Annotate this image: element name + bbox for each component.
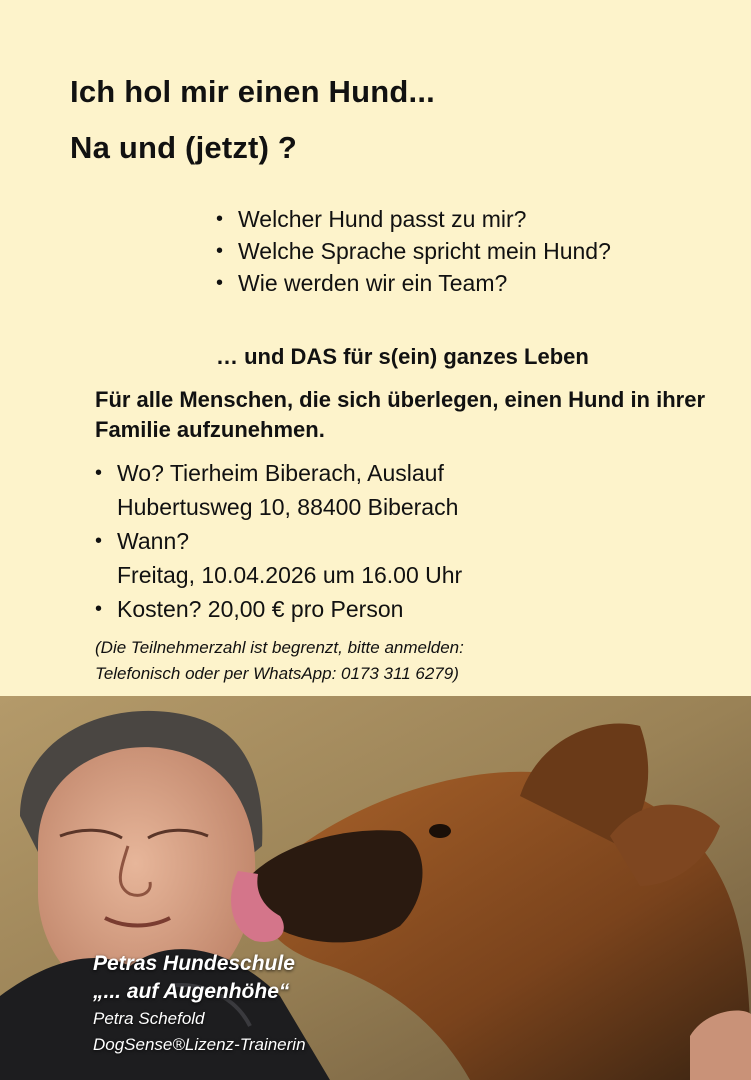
- where-label: • Wo? Tierheim Biberach, Auslauf: [117, 460, 444, 486]
- tagline: … und DAS für s(ein) ganzes Leben: [216, 344, 589, 369]
- caption-school-name: Petras Hundeschule: [93, 952, 295, 975]
- question-item: • Welcher Hund passt zu mir?: [216, 203, 611, 235]
- note-line-2: Telefonisch oder per WhatsApp: 0173 311 6279): [95, 664, 459, 683]
- note-line-1: (Die Teilnehmerzahl ist begrenzt, bitte anmelden:: [95, 638, 464, 657]
- info-where: [95, 456, 462, 524]
- caption-trainer-name: Petra Schefold: [93, 1009, 205, 1028]
- question-item: • Wie werden wir ein Team?: [216, 267, 611, 299]
- info-when: [95, 524, 462, 592]
- audience-text: Für alle Menschen, die sich überlegen, einen Hund in ihrer Familie aufzunehmen.: [95, 387, 706, 442]
- registration-note: [95, 635, 464, 687]
- question-list: [216, 203, 611, 299]
- caption-license: DogSense®Lizenz-Trainerin: [93, 1035, 306, 1054]
- title-line-2: Na und (jetzt) ?: [70, 130, 298, 165]
- title-line-1: Ich hol mir einen Hund...: [70, 74, 435, 109]
- photo-caption: [93, 950, 306, 1058]
- question-item: • Welche Sprache spricht mein Hund?: [216, 235, 611, 267]
- event-info-list: [95, 456, 462, 626]
- caption-slogan: „... auf Augenhöhe“: [93, 980, 290, 1003]
- when-label: • Wann?: [117, 528, 190, 554]
- where-address: Hubertusweg 10, 88400 Biberach: [117, 494, 459, 520]
- info-cost: • Kosten? 20,00 € pro Person: [95, 592, 462, 626]
- when-value: Freitag, 10.04.2026 um 16.00 Uhr: [117, 562, 463, 588]
